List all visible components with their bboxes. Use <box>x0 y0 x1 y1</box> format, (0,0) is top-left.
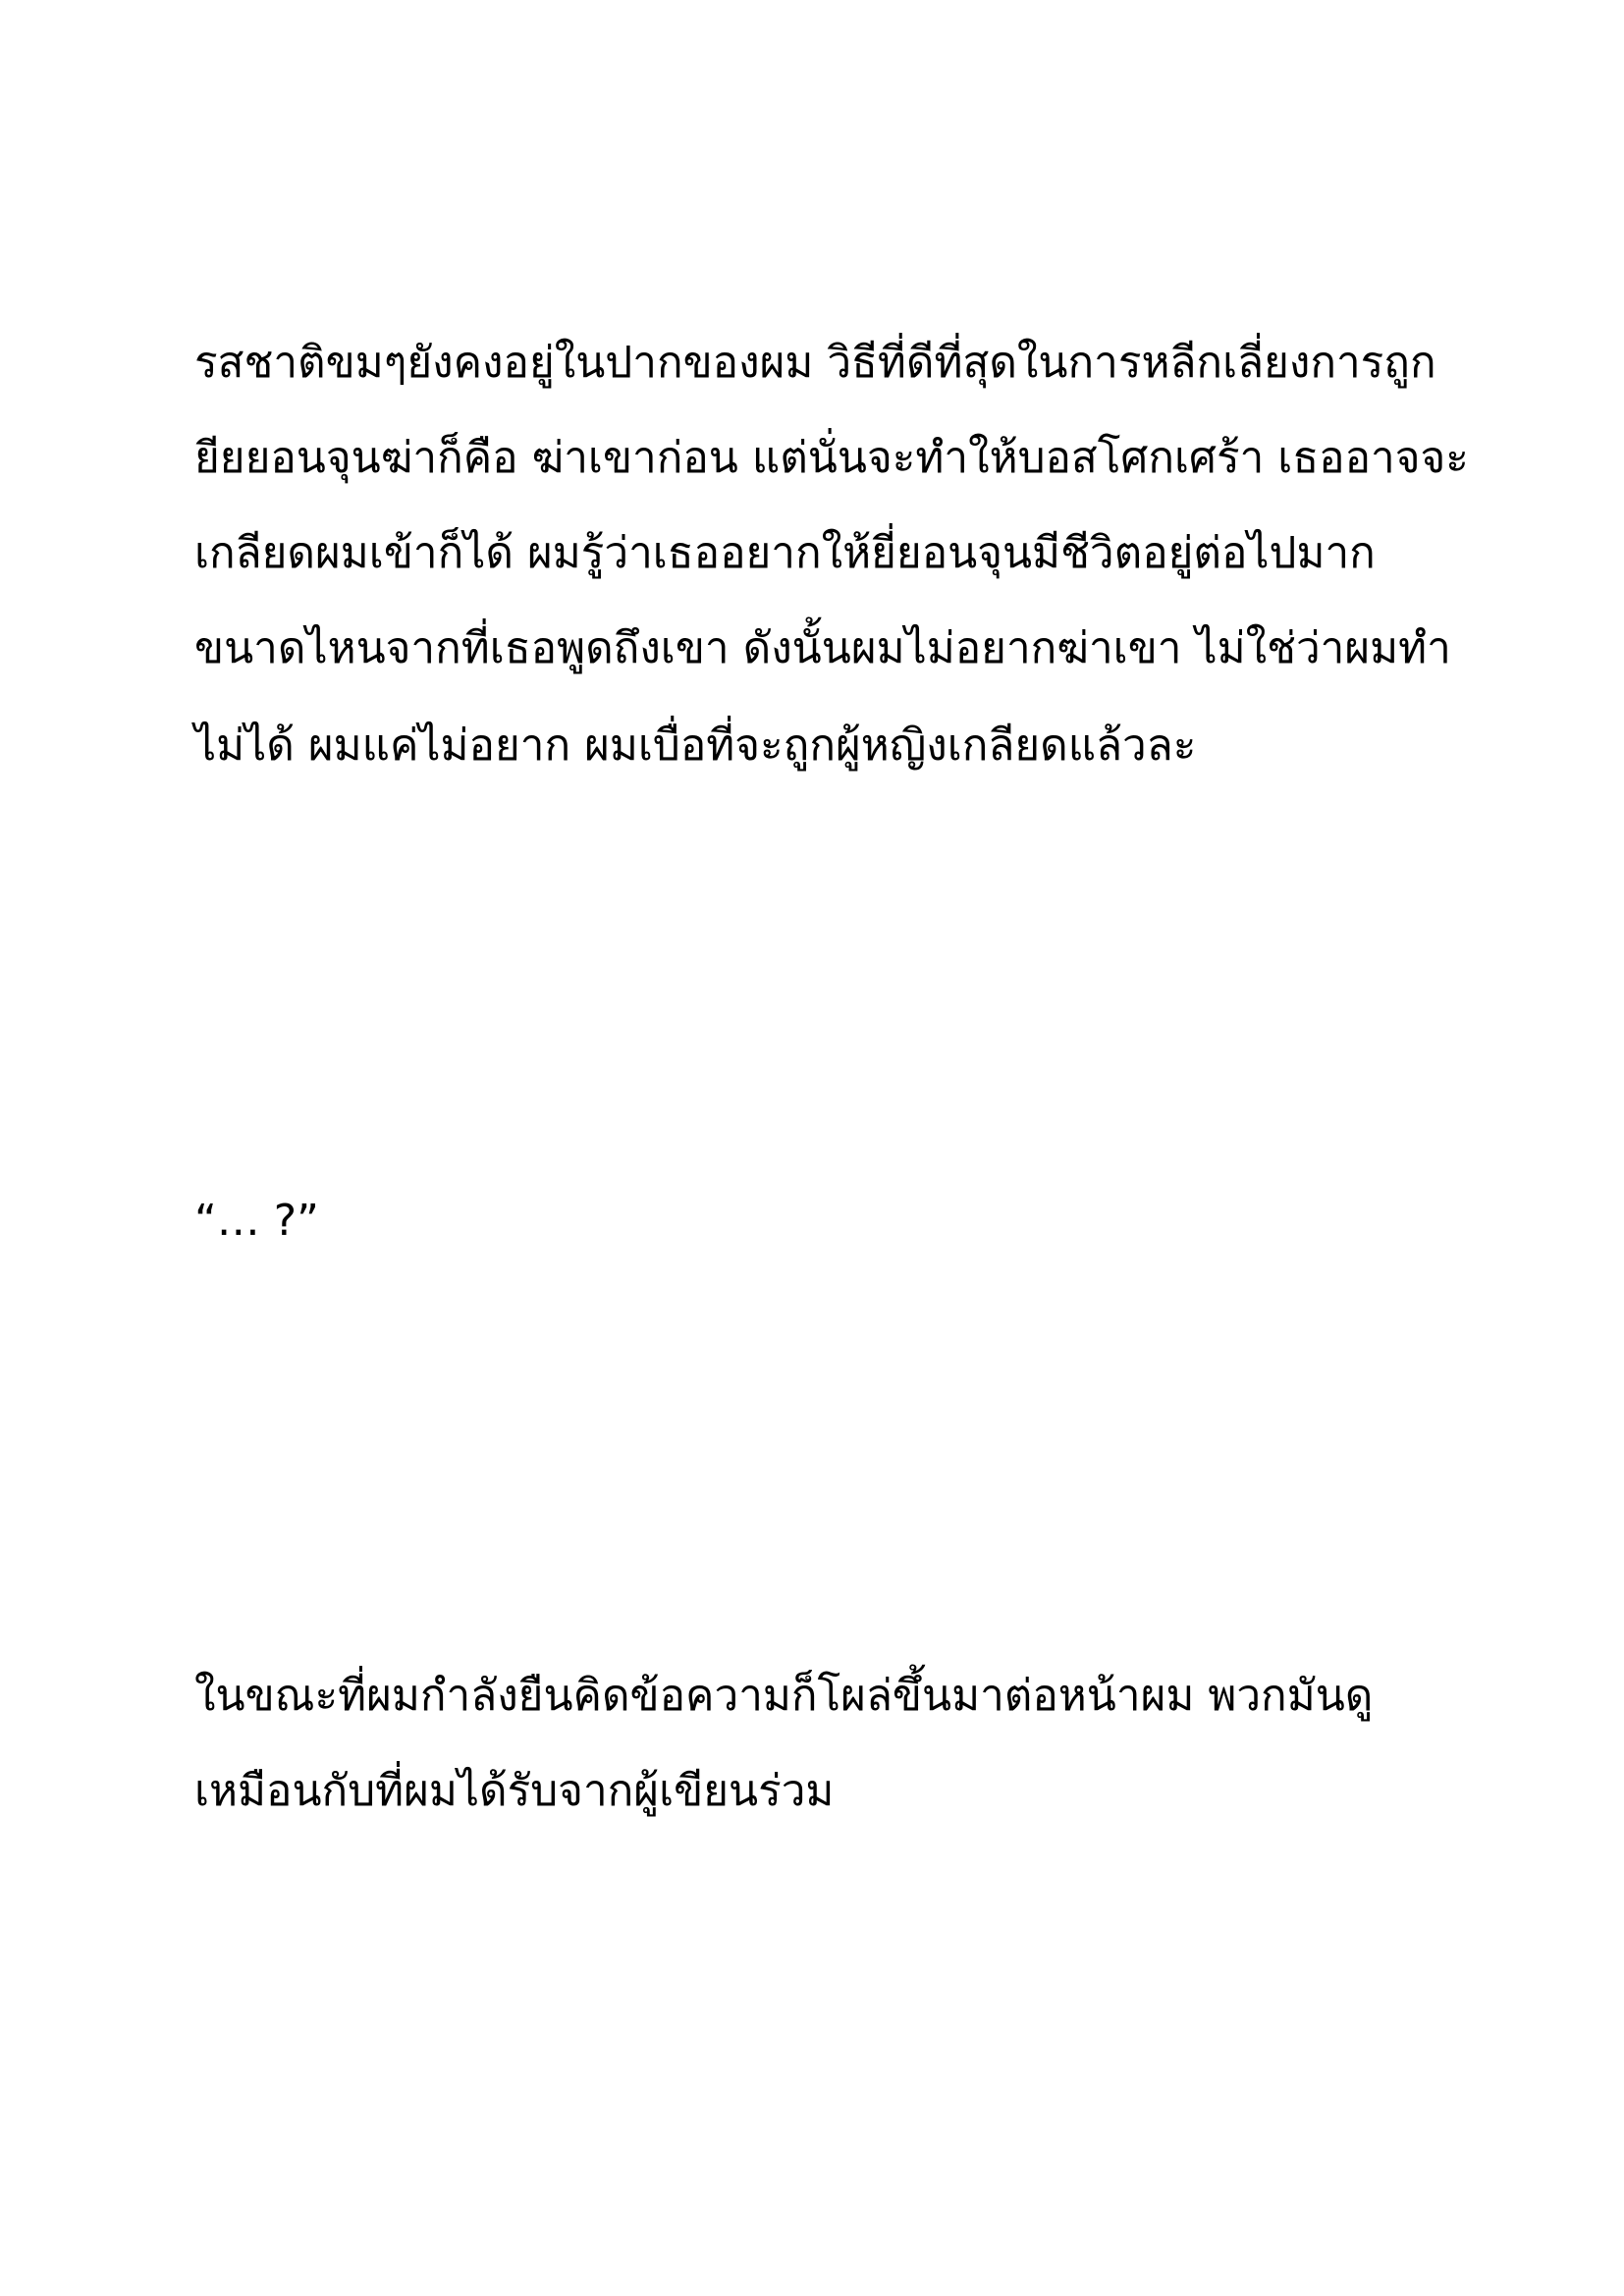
paragraph-3-line-2: เหมือนกับที่ผมได้รับจากผู้เขียนร่วม <box>194 1766 835 1816</box>
paragraph-1-line-1: รสชาติขมๆยังคงอยู่ในปากของผม วิธีที่ดีที่สุดในการหลีกเลี่ยงการถูก <box>194 338 1436 388</box>
paragraph-3-line-1: ในขณะที่ผมกำลังยืนคิดข้อความก็โผล่ขึ้นมาต่อหน้าผม พวกมันดู <box>194 1671 1374 1721</box>
paragraph-1-line-5: ไม่ได้ ผมแค่ไม่อยาก ผมเบื่อที่จะถูกผู้หญิงเกลียดแล้วละ <box>194 721 1197 771</box>
paragraph-2-line-1: “… ?” <box>194 1196 319 1246</box>
paragraph-1-line-2: ยียยอนจุนฆ่าก็คือ ฆ่าเขาก่อน แต่นั่นจะทำให้บอสโศกเศร้า เธออาจจะ <box>194 433 1469 483</box>
paragraph-1-line-3: เกลียดผมเข้าก็ได้ ผมรู้ว่าเธออยากให้ยี่ยอนจุนมีชีวิตอยู่ต่อไปมาก <box>194 528 1376 578</box>
paragraph-1-line-4: ขนาดไหนจากที่เธอพูดถึงเขา ดังนั้นผมไม่อยากฆ่าเขา ไม่ใช่ว่าผมทำ <box>194 623 1451 673</box>
